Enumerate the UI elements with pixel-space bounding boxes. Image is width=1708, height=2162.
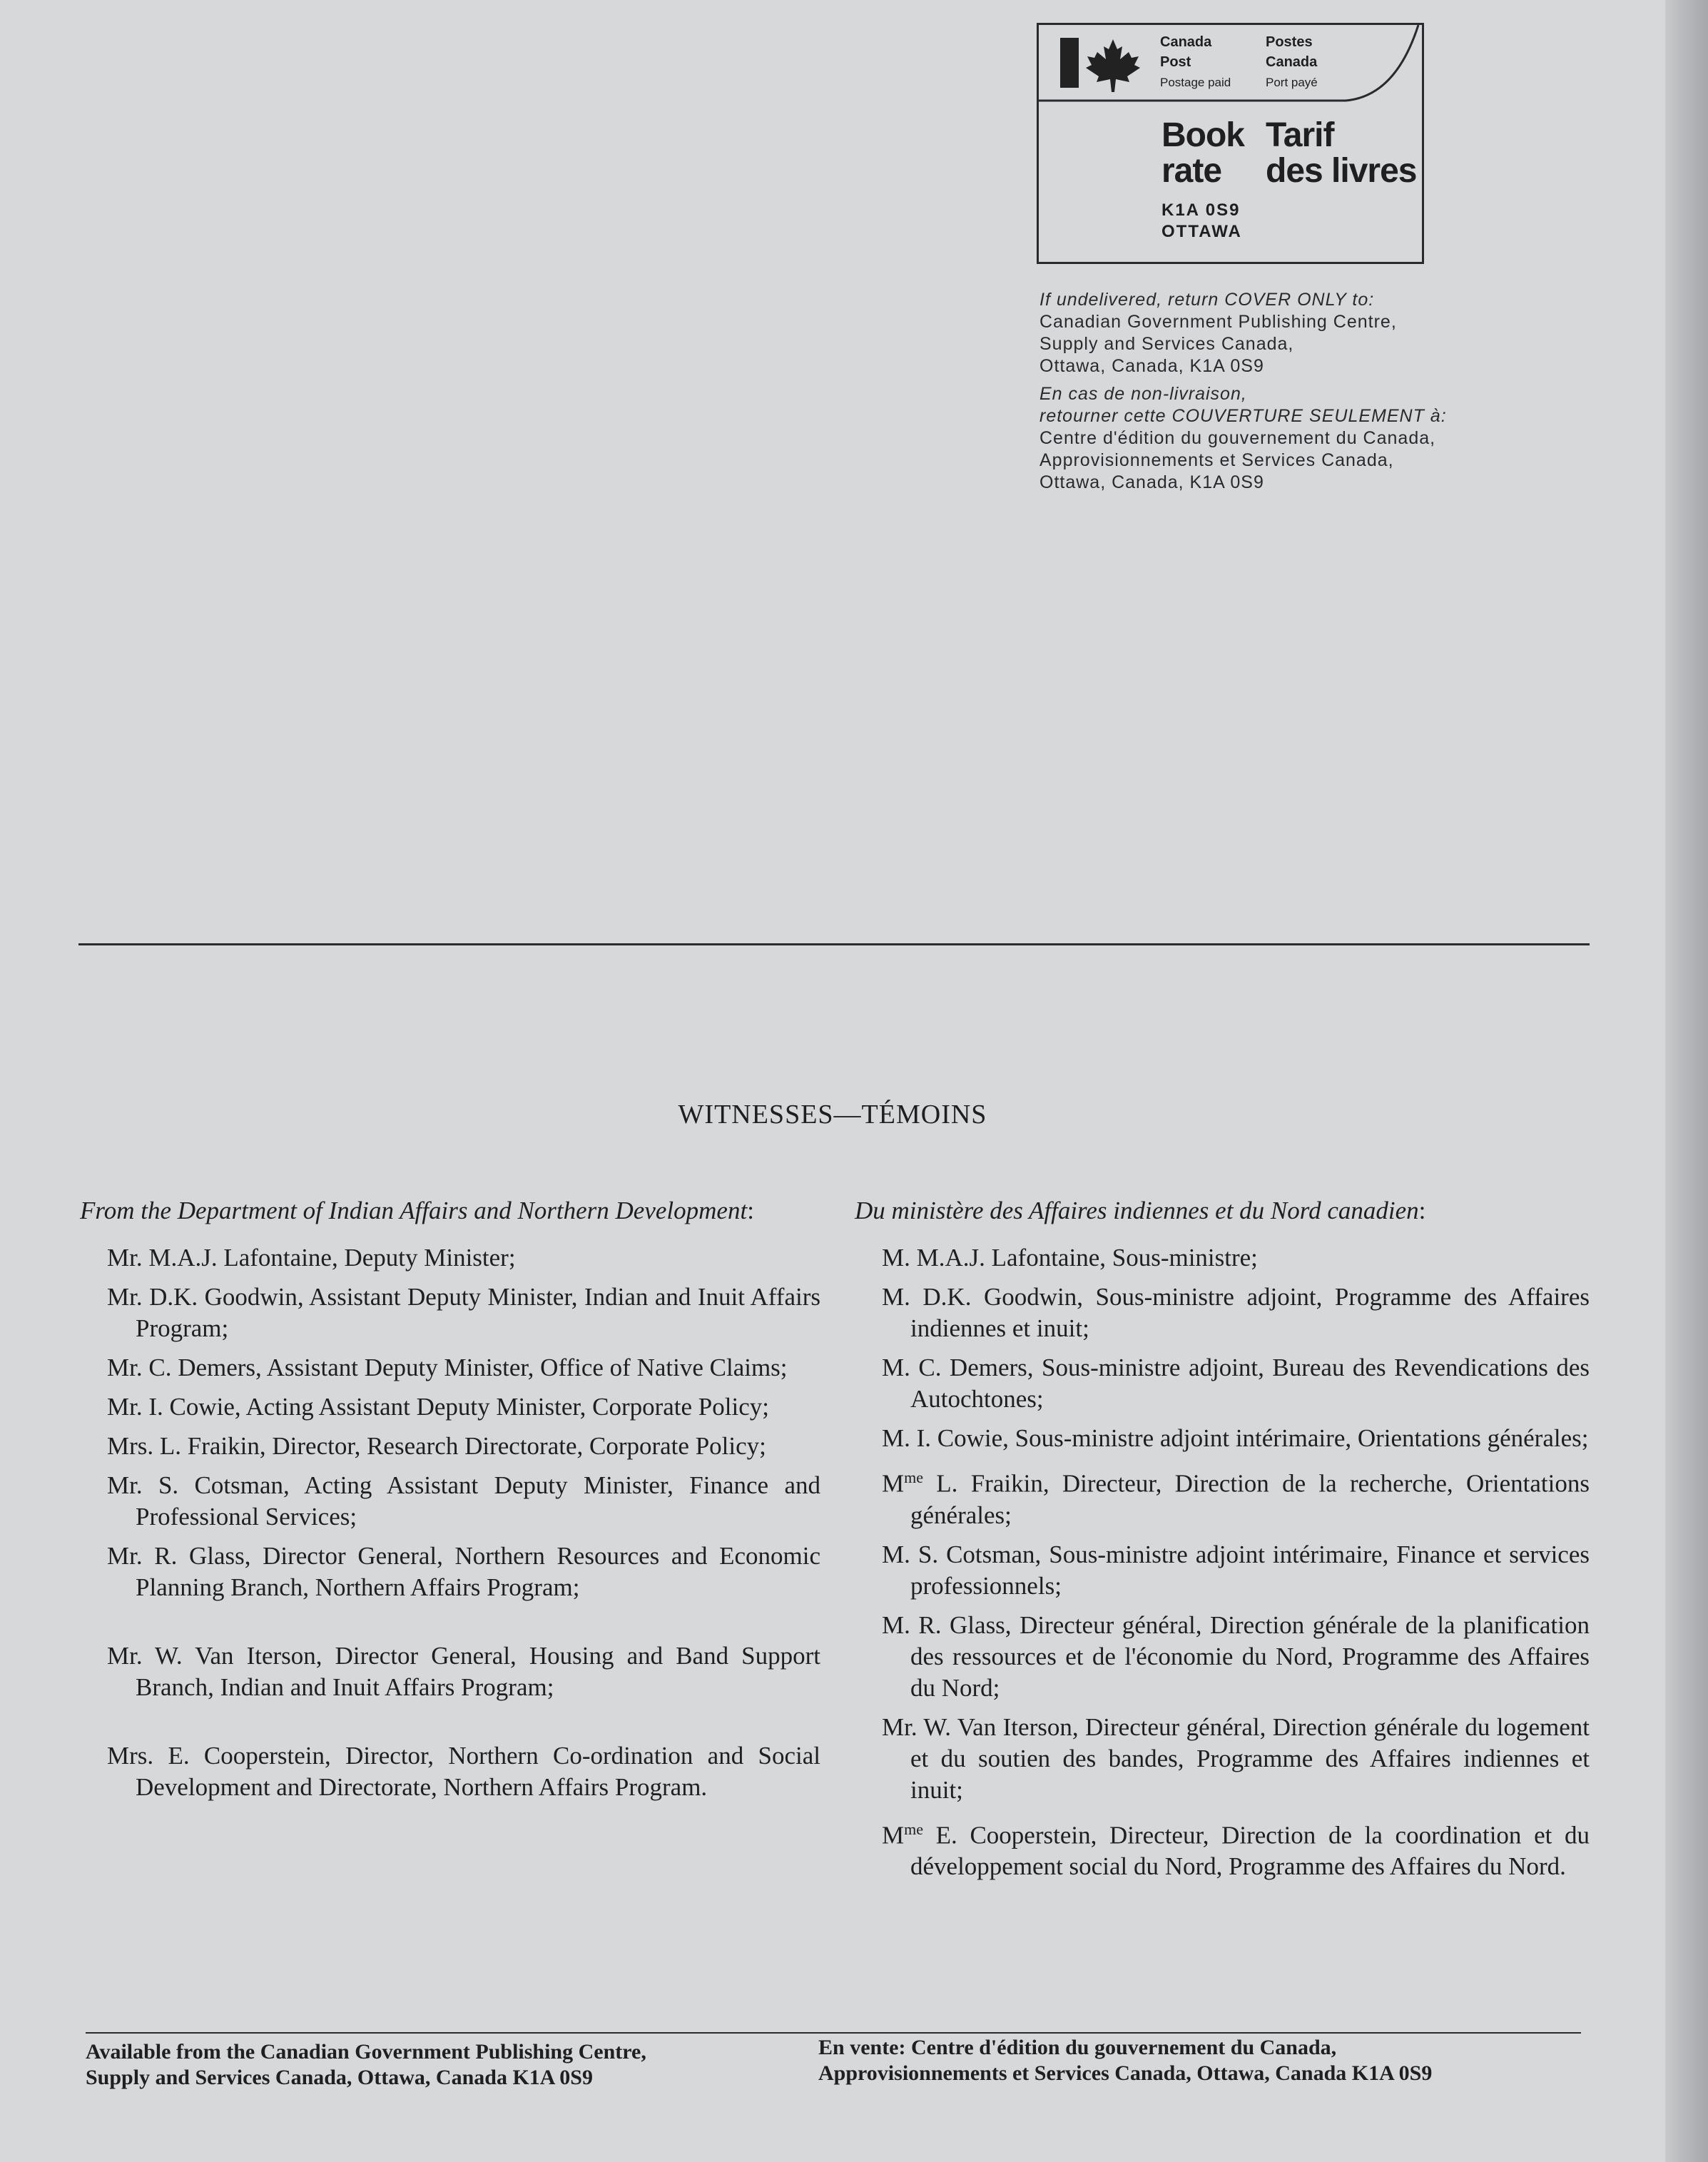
temoin-text: E. Cooperstein, Directeur, Direction de la coordination et du développement social du Nord, Programme des Affaires du Nord. xyxy=(910,1821,1590,1881)
return-line: Centre d'édition du gouvernement du Canada, xyxy=(1039,428,1436,448)
footer-line: Supply and Services Canada, Ottawa, Canada K1A 0S9 xyxy=(86,2066,593,2089)
post-en: Post xyxy=(1160,54,1191,70)
witness-entry: Mrs. L. Fraikin, Director, Research Directorate, Corporate Policy; xyxy=(107,1432,766,1460)
french-intro xyxy=(855,1195,1590,1227)
return-line: En cas de non-livraison, xyxy=(1039,384,1247,404)
postage-indicia xyxy=(1037,23,1424,264)
page-title: WITNESSES—TÉMOINS xyxy=(678,1100,987,1130)
return-line: Supply and Services Canada, xyxy=(1039,334,1294,354)
divider-top xyxy=(78,943,1590,945)
temoin-entry xyxy=(882,1242,1590,1274)
return-line: Ottawa, Canada, K1A 0S9 xyxy=(1039,356,1264,376)
french-intro-text: Du ministère des Affaires indiennes et du Nord canadien xyxy=(855,1197,1419,1224)
english-intro xyxy=(80,1195,820,1227)
temoin-text: I. Cowie, Sous-ministre adjoint intérimaire, Orientations générales; xyxy=(910,1424,1589,1452)
indicia-header xyxy=(1039,25,1424,103)
temoin-title: M xyxy=(882,1821,905,1849)
rate-fr-1: Tarif xyxy=(1266,116,1334,154)
english-intro-colon: : xyxy=(747,1197,754,1224)
return-line: Ottawa, Canada, K1A 0S9 xyxy=(1039,472,1264,492)
witness-entry: Mr. D.K. Goodwin, Assistant Deputy Minister, Indian and Inuit Affairs Program; xyxy=(107,1283,820,1342)
temoin-text: L. Fraikin, Directeur, Direction de la recherche, Orientations générales; xyxy=(910,1469,1590,1529)
rate-fr-2: des livres xyxy=(1266,152,1417,190)
temoin-title-sup: me xyxy=(904,1468,924,1486)
rate-en-1: Book xyxy=(1161,116,1244,154)
divider-bottom xyxy=(86,2032,1581,2034)
canada-fr: Canada xyxy=(1266,54,1318,70)
temoin-title: Mr. xyxy=(882,1712,917,1741)
temoin-entry xyxy=(882,1712,1590,1806)
return-line: retourner cette COUVERTURE SEULEMENT à: xyxy=(1039,406,1447,426)
return-line: Canadian Government Publishing Centre, xyxy=(1039,312,1397,332)
footer-english xyxy=(86,2039,646,2091)
temoin-text: R. Glass, Directeur général, Direction générale de la planification des ressources et de l'économie du Nord, Programme des Affaires du Nord; xyxy=(910,1610,1590,1702)
witness-entry: Mr. I. Cowie, Acting Assistant Deputy Minister, Corporate Policy; xyxy=(107,1393,769,1421)
temoin-title: M. xyxy=(882,1354,910,1381)
witness-entry: Mr. C. Demers, Assistant Deputy Minister, Office of Native Claims; xyxy=(107,1354,788,1381)
postal-code: K1A 0S9 xyxy=(1161,201,1241,220)
indicia-curve xyxy=(1039,25,1424,103)
temoin-title-sup: me xyxy=(904,1820,924,1838)
temoin-title: M. xyxy=(882,1283,910,1311)
temoin-text: W. Van Iterson, Directeur général, Direction générale du logement et du soutien des bandes, Programme des Affaires indiennes et inuit; xyxy=(910,1712,1590,1804)
french-column xyxy=(855,1195,1590,1890)
english-column xyxy=(80,1195,820,1811)
rate-en-2: rate xyxy=(1161,152,1222,190)
english-intro-text: From the Department of Indian Affairs and Northern Development xyxy=(80,1197,748,1224)
temoin-entry xyxy=(882,1610,1590,1704)
canada-en: Canada xyxy=(1160,34,1212,50)
temoin-entry xyxy=(882,1282,1590,1344)
witness-entry: Mrs. E. Cooperstein, Director, Northern Co-ordination and Social Development and Directorate, Northern Affairs Program. xyxy=(107,1742,820,1801)
temoin-title: M. xyxy=(882,1424,910,1452)
postes-fr: Postes xyxy=(1266,34,1313,50)
temoin-title: M. xyxy=(882,1244,910,1272)
french-intro-colon: : xyxy=(1418,1197,1426,1224)
temoin-text: M.A.J. Lafontaine, Sous-ministre; xyxy=(910,1244,1258,1272)
temoin-entry xyxy=(882,1352,1590,1415)
postal-city: OTTAWA xyxy=(1161,222,1242,241)
footer-line: Approvisionnements et Services Canada, Ottawa, Canada K1A 0S9 xyxy=(818,2061,1433,2085)
witness-entry: Mr. R. Glass, Director General, Northern Resources and Economic Planning Branch, Northern Affairs Program; xyxy=(107,1542,820,1601)
witness-entry: Mr. M.A.J. Lafontaine, Deputy Minister; xyxy=(107,1244,516,1272)
page-edge xyxy=(1665,0,1708,2162)
postage-paid-fr: Port payé xyxy=(1266,76,1318,89)
footer-french xyxy=(818,2035,1432,2086)
postage-paid-en: Postage paid xyxy=(1160,76,1231,89)
temoin-entry xyxy=(882,1423,1590,1454)
witness-entry: Mr. S. Cotsman, Acting Assistant Deputy Minister, Finance and Professional Services; xyxy=(107,1471,820,1531)
witness-entry: Mr. W. Van Iterson, Director General, Housing and Band Support Branch, Indian and Inuit Affairs Program; xyxy=(107,1642,820,1701)
footer-line: En vente: Centre d'édition du gouvernement du Canada, xyxy=(818,2036,1337,2059)
temoin-text: C. Demers, Sous-ministre adjoint, Bureau des Revendications des Autochtones; xyxy=(910,1354,1590,1413)
temoin-title: M. xyxy=(882,1610,910,1639)
return-line: If undelivered, return COVER ONLY to: xyxy=(1039,290,1375,310)
temoin-text: D.K. Goodwin, Sous-ministre adjoint, Programme des Affaires indiennes et inuit; xyxy=(910,1283,1590,1342)
return-address xyxy=(1039,289,1447,494)
temoin-text: S. Cotsman, Sous-ministre adjoint intérimaire, Finance et services professionnels; xyxy=(910,1540,1590,1600)
temoin-entry xyxy=(882,1814,1590,1883)
temoin-title: M xyxy=(882,1469,905,1498)
temoin-entry xyxy=(882,1539,1590,1602)
temoin-entry xyxy=(882,1462,1590,1531)
return-line: Approvisionnements et Services Canada, xyxy=(1039,450,1394,470)
temoin-title: M. xyxy=(882,1540,910,1568)
footer-line: Available from the Canadian Government Publishing Centre, xyxy=(86,2040,646,2064)
